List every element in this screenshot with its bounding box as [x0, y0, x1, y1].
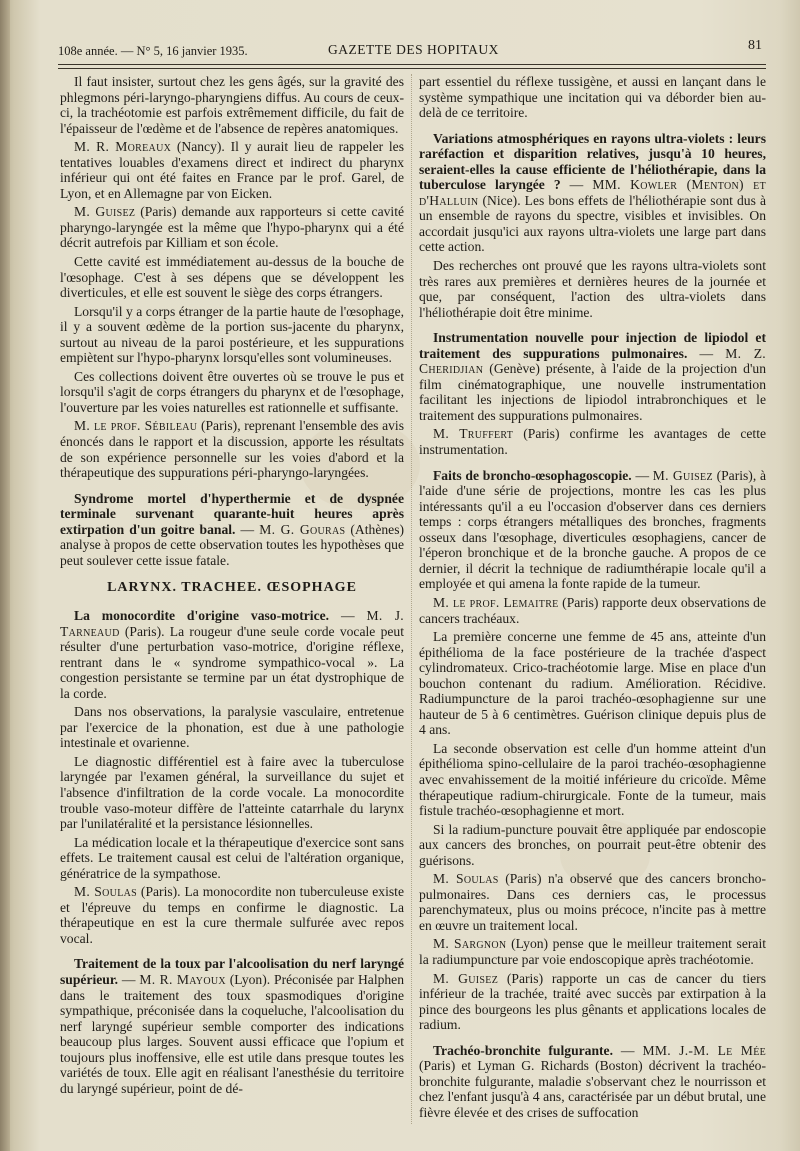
paragraph-text: (Paris) n'a observé que des cancers broncho-pulmonaires. Dans ces derniers cas, le processus parenchymateux, plus ou moins précoce, n'incite pas à mettre en œuvre un traitement local.: [419, 871, 766, 933]
page-header: [58, 38, 766, 60]
paragraph: [60, 139, 404, 201]
paragraph: Des recherches ont prouvé que les rayons ultra-violets sont très rares aux premières et dernières heures de la journée et que, par conséquent, l'action des ultra-violets dans l'héliothérapie doit être minime.: [419, 258, 766, 320]
journal-title: GAZETTE DES HOPITAUX: [328, 42, 499, 57]
paragraph: [60, 418, 404, 480]
page-spine: [0, 0, 10, 1151]
speaker-name: MM. J.-M. Le Mée: [642, 1042, 766, 1058]
paragraph: Dans nos observations, la paralysie vasculaire, entretenue par l'exercice de la phonation, est due à une pathologie intestinale et ovarienne.: [60, 704, 404, 751]
paragraph-text: (Paris) et Lyman G. Richards (Boston) décrivent la trachéo-bronchite fulgurante, maladie s'observant chez le nourrisson et chez l'enfant jusqu'à 4 ans, caractérisée par un début brutal, une fièvre élevée et des crises de suffocation: [419, 1058, 766, 1120]
paragraph: Lorsqu'il y a corps étranger de la partie haute de l'œsophage, il y a souvent œdème de la portion sus-jacente du pharynx, surtout au niveau de la paroi postérieure, et les suppurations empiètent sur l'hypo-pharynx lorsqu'elles sont volumineuses.: [60, 303, 404, 366]
speaker-name: M. Z. Cheridjian: [419, 345, 766, 377]
paragraph-text: (Paris) rapporte deux observations de cancers trachéaux.: [419, 594, 766, 626]
paragraph-text: (Paris) rapporte un cas de cancer du tiers inférieur de la trachée, traité avec succès par extirpation à la pince des bourgeons les plus gênants et applications locales de radium.: [419, 970, 766, 1033]
article-paragraph: La monocordite d'origine vaso-motrice. — M. J. Tarneaud (Paris). La rougeur d'une seule corde vocale peut résulter d'une perturbation vaso-motrice, d'origine réflexe, rentrant dans le « syndrome sympathico-vocal ». La congestion persistante se termine par un état dystrophique de la corde.: [60, 607, 404, 701]
header-rule: [58, 68, 766, 69]
paragraph-text: (Paris), reprenant l'ensemble des avis énoncés dans le rapport et la discussion, apporte les résultats de son expérience personnelle sur les voies d'abord et la thérapeutique des suppurations péri-pharyngo-laryngées.: [60, 418, 404, 481]
speaker-name: M. le prof. Sébileau: [74, 418, 198, 434]
article-paragraph: Trachéo-bronchite fulgurante. — MM. J.-M. Le Mée (Paris) et Lyman G. Richards (Boston) décrivent la trachéo-bronchite fulgurante, maladie s'observant chez le nourrisson et chez l'enfant jusqu'à 4 ans, caractérisée par un début brutal, une fièvre élevée et des crises de suffocation: [419, 1042, 766, 1120]
speaker-name: M. J. Tarneaud: [60, 607, 404, 639]
paragraph-text: (Lyon) pense que le meilleur traitement serait la radiumpuncture par voie endoscopique après trachéotomie.: [419, 936, 766, 967]
paragraph-text: (Lyon). Préconisée par Halphen dans le traitement des toux spasmodiques d'origine sympathique, préconisée dans la coqueluche, l'alcoolisation du nerf laryngé supérieur semble comporter des indications beaucoup plus larges. Souvent aussi efficace que l'opium et toujours plus inoffensive, elle est utile dans presque toutes les variétés de toux. Elle agit en réalisant l'anesthésie du territoire du laryngé supérieur, point de dé-: [60, 971, 404, 1096]
paragraph-text: (Paris). La monocordite non tuberculeuse existe et l'épreuve du temps en confirme le diagnostic. La thérapeutique en est la cure thermale sulfurée avec repos vocal.: [60, 884, 404, 946]
article-title: La monocordite d'origine vaso-motrice.: [74, 607, 330, 623]
issue-line: 108e année. — N° 5, 16 janvier 1935.: [58, 44, 248, 58]
paragraph: La médication locale et la thérapeutique d'exercice sont sans effets. Le traitement causal est celui de l'altération organique, génératrice de la sympathose.: [60, 834, 404, 881]
header-rule: [58, 64, 766, 65]
article-title: Instrumentation nouvelle pour injection de lipiodol et traitement des suppurations pulmonaires.: [419, 330, 766, 361]
paragraph: [60, 204, 404, 251]
speaker-name: M. R. Moreaux: [74, 139, 172, 155]
article-title: Trachéo-bronchite fulgurante.: [433, 1042, 613, 1058]
paragraph: Cette cavité est immédiatement au-dessus de la bouche de l'œsophage. C'est à ses dépens que se développent les diverticules, et elle est souvent le siège des corps étrangers.: [60, 254, 404, 301]
paragraph: [419, 936, 766, 967]
paragraph: La première concerne une femme de 45 ans, atteinte d'un épithélioma de la face postérieure de la trachée d'aspect cylindromateux. Crico-trachéotomie large. Mise en place d'un bouchon contenant du radium. Amélioration. Récidive. Radiumpuncture de la paroi trachéo-œsophagienne sur une hauteur de 5 à 6 centimètres. Guérison clinique depuis plus de 4 ans.: [419, 629, 766, 738]
speaker-name: M. R. Mayoux: [139, 971, 226, 987]
speaker-name: M. Soulas: [433, 871, 499, 887]
article-title: Faits de broncho-œsophagoscopie.: [433, 467, 632, 483]
paragraph-text: (Paris), à l'aide d'une série de projections, montre les cas les plus intéressants qu'il a eu l'occasion d'observer dans ces derniers temps : corps étrangers métalliques des bronches, fragments osseux dans l'œsophage, diverticules œsophagiens, cancer de l'éperon bronchique et de la bronche gauche. A propos de ce dernier, il décrit la technique de radiumthérapie locale qu'il a employée et qui amena la fonte rapide de la tumeur.: [419, 467, 766, 592]
speaker-name: M. Guisez: [433, 970, 499, 986]
paragraph: [419, 971, 766, 1033]
paragraph: Le diagnostic différentiel est à faire avec la tuberculose laryngée par l'examen général, la surveillance du sujet et l'absence d'infiltration de la corde vocale. La monocordite trouble vaso-moteur diffère de l'atteinte catarrhale du larynx par l'unilatéralité et la persistance lésionnelles.: [60, 753, 404, 832]
article-title: Variations atmosphériques en rayons ultra-violets : leurs raréfaction et disparition relatives, jusqu'à 10 heures, seraient-elles la cause efficiente de l'héliothérapie, dans la tuberculose laryngée ?: [419, 130, 766, 193]
article-paragraph: Instrumentation nouvelle pour injection de lipiodol et traitement des suppurations pulmonaires. — M. Z. Cheridjian (Genève) présente, à l'aide de la projection d'un film cinématographique, une nouvelle instrumentation facilitant les injections de lipiodol intrabronchiques et le traitement des suppurations pulmonaires.: [419, 330, 766, 423]
article-title: Traitement de la toux par l'alcoolisation du nerf laryngé supérieur.: [60, 956, 404, 987]
paragraph: part essentiel du réflexe tussigène, et aussi en lançant dans le système sympathique une incitation qui va déborder bien au-delà de ce territoire.: [419, 74, 766, 121]
paragraph-text: (Athènes) analyse à propos de cette observation toutes les hypothèses que peut soulever cette issue fatale.: [60, 521, 404, 568]
paragraph: [419, 426, 766, 457]
paragraph-text: (Paris). La rougeur d'une seule corde vocale peut résulter d'une perturbation vaso-motrice, d'origine réflexe, rentrant dans le « syndrome sympathico-vocal ». La congestion persistante se termine par un état dystrophique de la corde.: [60, 623, 404, 701]
paragraph-text: (Paris) demande aux rapporteurs si cette cavité pharyngo-laryngée est la même que l'hypo-pharynx qui a été décrit autrefois par Killiam et son école.: [60, 204, 404, 251]
speaker-name: M. G. Gouras: [259, 521, 346, 537]
paragraph: Ces collections doivent être ouvertes où se trouve le pus et lorsqu'il s'agit de corps étrangers du pharynx et de l'œsophage, l'ouverture par les voies naturelles est rationnelle et suffisante.: [60, 368, 404, 415]
paragraph: [419, 595, 766, 626]
paragraph-text: (Genève) présente, à l'aide de la projection d'un film cinématographique, une nouvelle instrumentation facilitant les injections de lipiodol intrabronchiques et le traitement des suppurations pulmonaires.: [419, 361, 766, 423]
paragraph-text: (Paris) confirme les avantages de cette instrumentation.: [419, 426, 766, 458]
article-title: Syndrome mortel d'hyperthermie et de dyspnée terminale survenant quarante-huit heures après extirpation d'un goitre banal.: [60, 490, 404, 537]
paragraph-text: (Nancy). Il y aurait lieu de rappeler les tentatives louables d'examens direct et indirect du pharynx inférieur qui ont été faites en France par le prof. Garel, de Lyon, et en Allemagne par von Eicken.: [60, 139, 404, 201]
left-column: [60, 74, 404, 1134]
paragraph: [419, 871, 766, 933]
article-paragraph: Faits de broncho-œsophagoscopie. — M. Guisez (Paris), à l'aide d'une série de projections, montre les cas les plus intéressants qu'il a eu l'occasion d'observer dans ces derniers temps : corps étrangers métalliques des bronches, fragments osseux dans l'œsophage, diverticules œsophagiens, cancer de l'éperon bronchique et de la bronche gauche. A propos de ce dernier, il décrit la technique de radiumthérapie locale qu'il a employée et qui amena la fonte rapide de la tumeur.: [419, 467, 766, 592]
paragraph: La seconde observation est celle d'un homme atteint d'un épithélioma spino-cellulaire de la paroi trachéo-œsophagienne avec envahissement de la moitié inférieure du cricoïde. Même thérapeutique radium-chirurgicale. Fonte de la tumeur, mais fistule trachéo-œsophagienne et mort.: [419, 740, 766, 819]
article-paragraph: Variations atmosphériques en rayons ultra-violets : leurs raréfaction et disparition relatives, jusqu'à 10 heures, seraient-elles la cause efficiente de l'héliothérapie, dans la tuberculose laryngée ? — MM. Kowler (Menton) et d'Halluin (Nice). Les bons effets de l'héliothérapie sont dus à un ensemble de rayons du spectre, visibles et invisibles. On accordait jusqu'ici aux rayons ultra-violets une large part dans cette action.: [419, 130, 766, 255]
paragraph-text: (Nice). Les bons effets de l'héliothérapie sont dus à un ensemble de rayons du spectre, visibles et invisibles. On accordait jusqu'ici aux rayons ultra-violets une large part dans cette action.: [419, 192, 766, 255]
paragraph: [60, 884, 404, 946]
article-paragraph: Syndrome mortel d'hyperthermie et de dyspnée terminale survenant quarante-huit heures après extirpation d'un goitre banal. — M. G. Gouras (Athènes) analyse à propos de cette observation toutes les hypothèses que peut soulever cette issue fatale.: [60, 490, 404, 568]
section-heading: LARYNX. TRACHEE. ŒSOPHAGE: [107, 580, 357, 596]
speaker-name: M. Guisez: [652, 467, 713, 483]
article-paragraph: Traitement de la toux par l'alcoolisation du nerf laryngé supérieur. — M. R. Mayoux (Lyon). Préconisée par Halphen dans le traitement des toux spasmodiques d'origine sympathique, préconisée dans la coqueluche, l'alcoolisation du nerf laryngé supérieur semble comporter des indications beaucoup plus larges. Souvent aussi efficace que l'opium et toujours plus inoffensive, elle est utile dans presque toutes les variétés de toux. Elle agit en réalisant l'anesthésie du territoire du laryngé supérieur, point de dé-: [60, 956, 404, 1096]
speaker-name: M. Guisez: [74, 204, 136, 220]
page-number: 81: [748, 38, 762, 53]
column-divider: [411, 74, 412, 1124]
paragraph: Si la radium-puncture pouvait être appliquée par endoscopie aux cancers des bronches, on pourrait peut-être obtenir des guérisons.: [419, 821, 766, 868]
paragraph: Il faut insister, surtout chez les gens âgés, sur la gravité des phlegmons péri-laryngo-pharyngiens diffus. Au cours de ceux-ci, la trachéotomie est parfois extrêmement difficile, du fait de l'épaisseur de l'œdème et de l'absence de repères anatomiques.: [60, 74, 404, 136]
speaker-name: MM. Kowler (Menton) et d'Halluin: [419, 177, 766, 208]
speaker-name: M. le prof. Lemaitre: [433, 594, 559, 610]
right-column: [419, 74, 766, 1134]
speaker-name: M. Sargnon: [433, 936, 507, 952]
speaker-name: M. Soulas: [74, 884, 137, 900]
speaker-name: M. Truffert: [433, 426, 514, 442]
